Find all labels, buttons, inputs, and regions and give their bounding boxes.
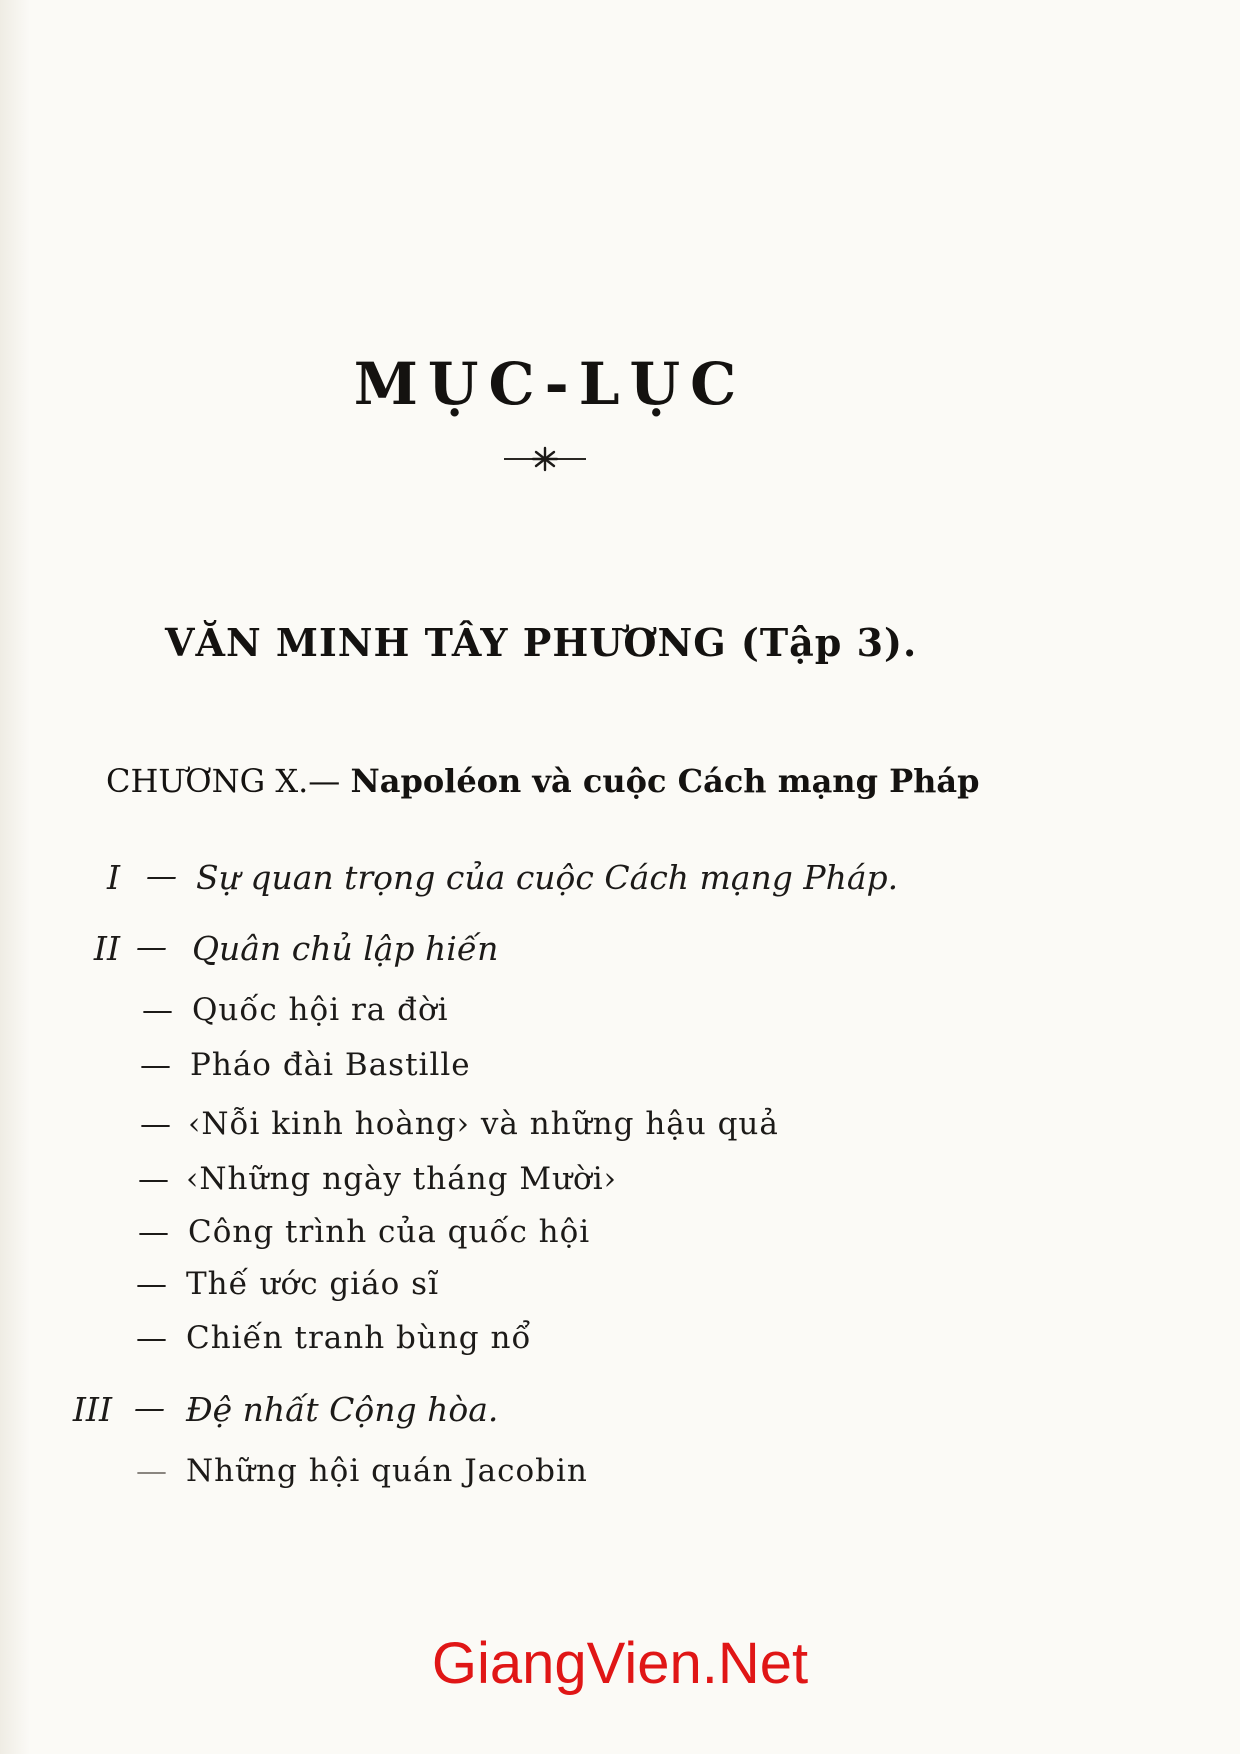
- page-edge-shadow: [0, 0, 30, 1754]
- book-title: VĂN MINH TÂY PHƯƠNG (Tập 3).: [165, 620, 918, 665]
- item-title: Quốc hội ra đời: [192, 992, 449, 1028]
- section-dash: —: [136, 929, 167, 965]
- section-numeral: III: [72, 1390, 112, 1429]
- item-dash: —: [138, 1161, 170, 1197]
- section-title: Sự quan trọng của cuộc Cách mạng Pháp.: [196, 858, 899, 897]
- item-title: ‹Những ngày tháng Mười›: [186, 1161, 618, 1197]
- chapter-label: CHƯƠNG X.—: [106, 762, 341, 800]
- section-numeral: II: [93, 929, 120, 968]
- item-title: ‹Nỗi kinh hoàng› và những hậu quả: [188, 1106, 779, 1142]
- chapter-heading: [106, 762, 980, 800]
- item-title: Công trình của quốc hội: [188, 1214, 591, 1250]
- section-dash: —: [146, 858, 177, 894]
- item-title: Pháo đài Bastille: [190, 1047, 471, 1083]
- section-title: Đệ nhất Cộng hòa.: [186, 1390, 499, 1429]
- section-title: Quân chủ lập hiến: [192, 929, 499, 968]
- chapter-name: Napoléon và cuộc Cách mạng Pháp: [350, 762, 980, 800]
- item-dash: —: [140, 1106, 172, 1142]
- item-dash: —: [142, 992, 174, 1028]
- section-dash: —: [134, 1390, 165, 1426]
- star-divider-icon: [500, 444, 590, 474]
- item-dash: —: [138, 1214, 170, 1250]
- item-dash: —: [136, 1266, 168, 1302]
- watermark: GiangVien.Net: [431, 1631, 809, 1696]
- item-title: Chiến tranh bùng nổ: [186, 1320, 532, 1356]
- item-dash: —: [136, 1453, 168, 1489]
- item-dash: —: [140, 1047, 172, 1083]
- section-numeral: I: [106, 858, 120, 897]
- page-title: MỤC-LỤC: [353, 350, 747, 418]
- item-title: Thế ước giáo sĩ: [186, 1266, 439, 1302]
- item-dash: —: [136, 1320, 168, 1356]
- item-title: Những hội quán Jacobin: [186, 1453, 588, 1489]
